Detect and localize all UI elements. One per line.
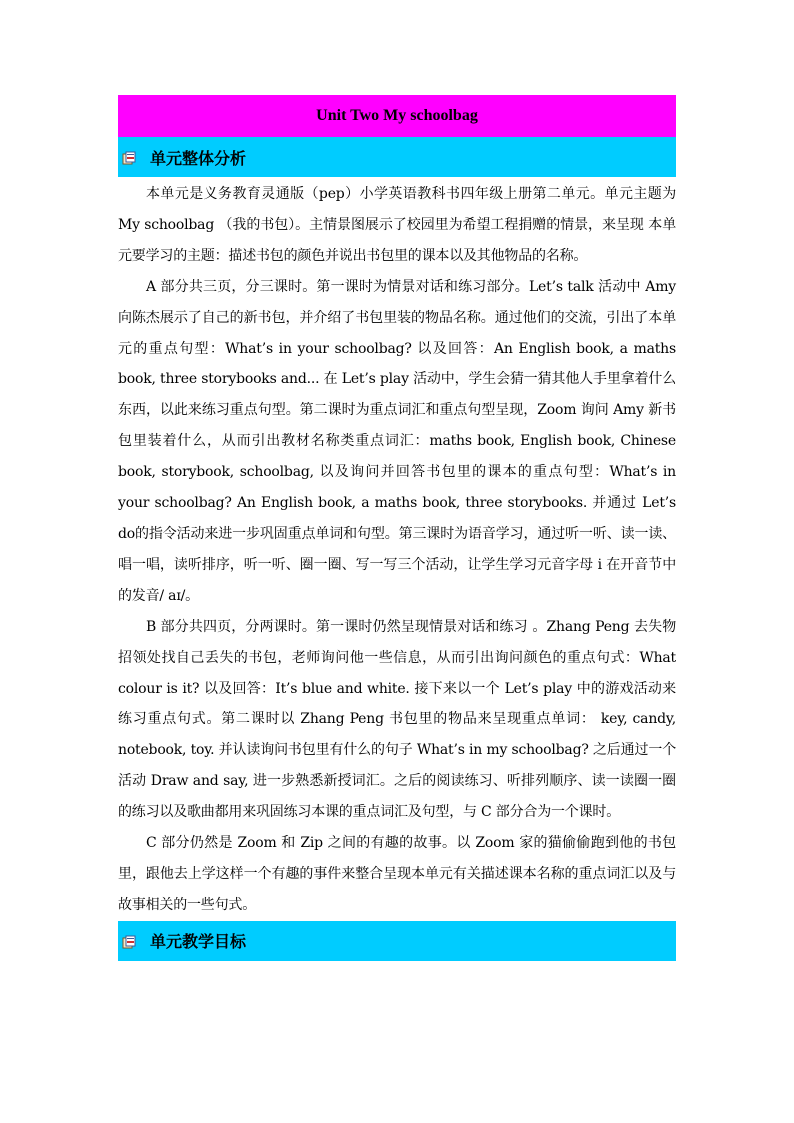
section-header-analysis: [118, 137, 676, 177]
paragraph: B 部分共四页，分两课时。第一课时仍然呈现情景对话和练习 。Zhang Peng 去失物招领处找自己丢失的书包，老师询问他一些信息，从而引出询问颜色的重点句式：What colour is it? 以及回答：It’s blue and white. 接下来以一个 Let’s play 中的游戏活动来练习重点句式。第二课时以 Zhang Peng 书包里的物品来呈现重点单词： key, candy, notebook, toy. 并认读询问书包里有什么的句子 What’s in my schoolbag? 之后通过一个活动 Draw and say, 进一步熟悉新授词汇。之后的阅读练习、听排列顺序、读一读圈一圈的练习以及歌曲都用来巩固练习本课的重点词汇及句型，与 C 部分合为一个课时。: [118, 618, 676, 821]
paragraph: 本单元是义务教育灵通版（pep）小学英语教科书四年级上册第二单元。单元主题为 My schoolbag （我的书包）。主情景图展示了校园里为希望工程捐赠的情景，来呈现 本单元要学习的主题：描述书包的颜色并说出书包里的课本以及其他物品的名称。: [118, 186, 676, 264]
section-heading: 单元教学目标: [150, 932, 247, 952]
document-bullet-icon: [122, 150, 136, 164]
paragraph: A 部分共三页，分三课时。第一课时为情景对话和练习部分。Let’s talk 活动中 Amy 向陈杰展示了自己的新书包，并介绍了书包里装的物品名称。通过他们的交流，引出了本单元的重点句型：What’s in your schoolbag? 以及回答：An English book, a maths book, three storybooks and... 在 Let’s play 活动中，学生会猜一猜其他人手里拿着什么东西，以此来练习重点句型。第二课时为重点词汇和重点句型呈现，Zoom 询问 Amy 新书包里装着什么，从而引出教材名称类重点词汇：maths book, English book, Chinese book, storybook, schoolbag, 以及询问并回答书包里的课本的重点句型：What’s in your schoolbag? An English book, a maths book, three storybooks. 并通过 Let’s do的指令活动来进一步巩固重点单词和句型。第三课时为语音学习，通过听一听、读一读、唱一唱，读听排序，听一听、圈一圈、写一写三个活动，让学生学习元音字母 i 在开音节中的发音/ aɪ/。: [118, 278, 676, 604]
unit-title-bar: [118, 95, 676, 137]
section-heading: 单元整体分析: [150, 148, 247, 168]
analysis-body: [118, 177, 676, 921]
paragraph: C 部分仍然是 Zoom 和 Zip 之间的有趣的故事。以 Zoom 家的猫偷偷跑到他的书包里，跟他去上学这样一个有趣的事件来整合呈现本单元有关描述课本名称的重点词汇以及与故事相关的一些句式。: [118, 835, 676, 913]
section-header-objectives: [118, 921, 676, 961]
unit-title: Unit Two My schoolbag: [316, 107, 478, 124]
document-page: [118, 95, 676, 961]
document-bullet-icon: [122, 934, 136, 948]
